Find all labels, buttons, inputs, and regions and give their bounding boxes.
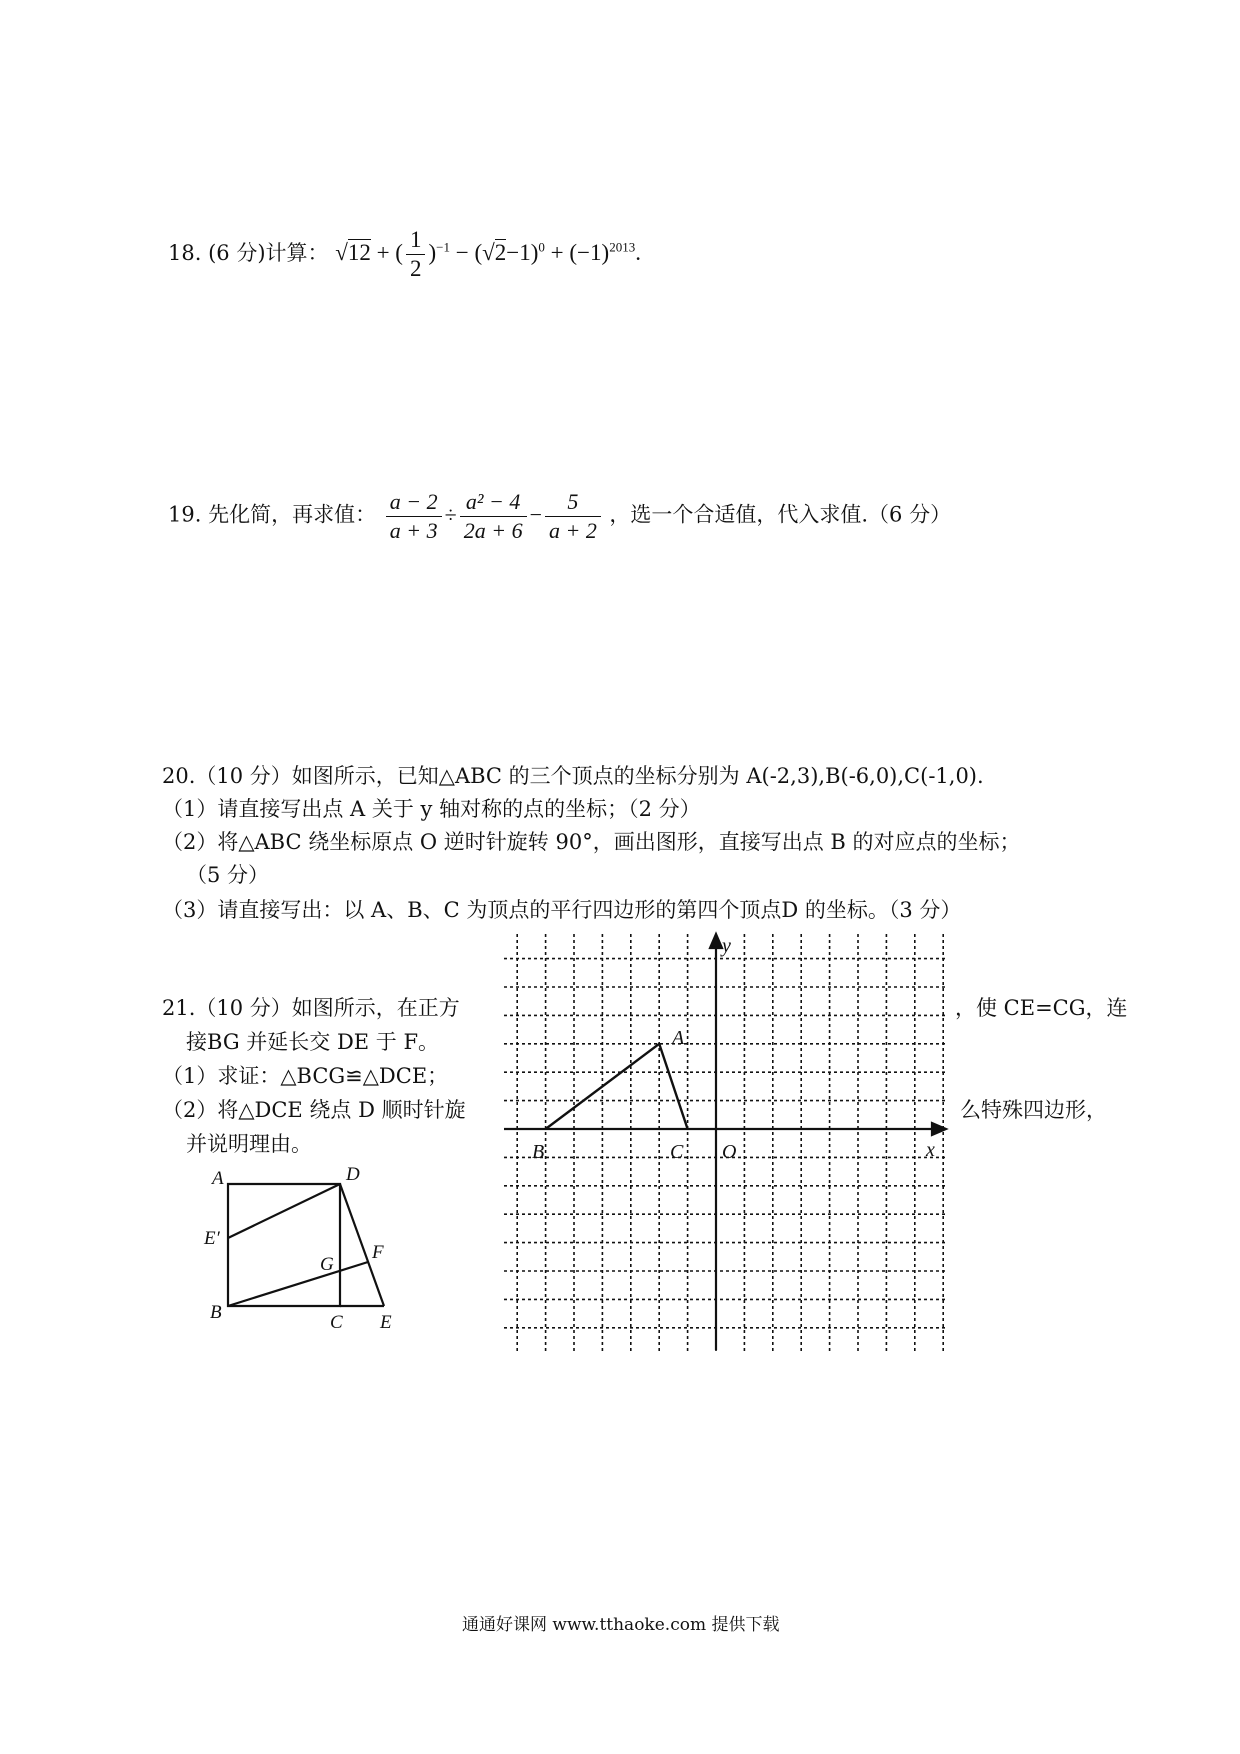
q18-frac-den: 2 xyxy=(409,256,422,281)
q19-expression: $\frac{a - 2}{a + 3}$ ÷ $\frac{\text{a² − 4}}{2a + 6}$ − $\frac{5}{a + 2}$ xyxy=(383,502,610,527)
q19-f3-den: a + 2 xyxy=(549,518,597,543)
label-e: E xyxy=(380,1312,392,1333)
coordinate-grid-figure xyxy=(494,926,954,1362)
q19-f1-den: a + 3 xyxy=(389,518,438,543)
square-figure xyxy=(200,1160,420,1340)
q18-frac-num: 1 xyxy=(406,226,426,255)
label-c: C xyxy=(330,1312,343,1333)
q18-paren: ( xyxy=(474,239,483,265)
q21-line5: 并说明理由。 xyxy=(186,1132,312,1156)
q18-sqrt2: 2 xyxy=(494,239,507,265)
q20-line5: （3）请直接写出：以 A、B、C 为顶点的平行四边形的第四个顶点D 的坐标。（3 分） xyxy=(162,898,962,922)
q20-line1: 20.（10 分）如图所示，已知△ABC 的三个顶点的坐标分别为 A(-2,3),B(-6,0),C(-1,0). xyxy=(162,764,984,788)
q19-f2-den: 2a + 6 xyxy=(463,518,523,543)
origin-label-o: O xyxy=(722,1141,737,1163)
q21-line4-right: 么特殊四边形， xyxy=(960,1098,1107,1122)
q19-tail: ，选一个合适值，代入求值.（6 分） xyxy=(609,502,952,527)
q18-fraction xyxy=(406,226,426,283)
q19-fraction-2 xyxy=(460,488,527,545)
q19-f1-num: a − 2 xyxy=(386,488,442,517)
q18-expression: √12 + ( $\frac{1}{2}$ )$^{-1} - (√2-1)^0 + (-1)^{2013}$. xyxy=(335,227,641,281)
q18-exp1: −1 xyxy=(436,239,450,255)
q20-line3: （2）将△ABC 绕坐标原点 O 逆时针旋转 90°，画出图形，直接写出点 B 的对应点的坐标； xyxy=(162,830,1021,854)
q19-fraction-1 xyxy=(386,488,442,545)
q18-score: (6 分)计算： xyxy=(208,240,329,265)
label-f: F xyxy=(372,1242,384,1263)
q18-exp0: 0 xyxy=(538,239,545,255)
q21-line4-left: （2）将△DCE 绕点 D 顺时针旋 xyxy=(162,1098,466,1122)
q19-number: 19. xyxy=(168,502,202,527)
q18-exp2013: 2013 xyxy=(609,239,636,255)
axis-label-x: x xyxy=(926,1139,935,1161)
sqrt-symbol: √ xyxy=(482,239,495,265)
q21-line1-left: 21.（10 分）如图所示，在正方 xyxy=(162,996,460,1020)
q18-number: 18. xyxy=(168,240,202,265)
footer-text: 通通好课网 www.tthaoke.com 提供下载 xyxy=(462,1615,780,1635)
axis-label-y: y xyxy=(722,935,731,957)
segment-e1d xyxy=(228,1184,340,1238)
q20-line4: （5 分） xyxy=(186,863,270,887)
q21-line3: （1）求证：△BCG≌△DCE； xyxy=(162,1064,449,1088)
q21-line1-right: ，使 CE=CG，连 xyxy=(955,996,1128,1020)
q18-sqrt12: 12 xyxy=(347,239,371,265)
label-d: D xyxy=(346,1164,360,1185)
label-g: G xyxy=(320,1254,334,1275)
question-19 xyxy=(168,488,951,545)
sqrt-symbol: √ xyxy=(335,239,348,265)
q21-line2: 接BG 并延长交 DE 于 F。 xyxy=(186,1030,440,1054)
q19-f2-num: a² − 4 xyxy=(460,488,527,517)
question-18 xyxy=(168,226,641,283)
point-label-a: A xyxy=(672,1027,685,1049)
q18-end: . xyxy=(635,239,641,265)
label-b: B xyxy=(210,1302,222,1323)
label-e-prime: E′ xyxy=(204,1228,220,1249)
q19-f3-num: 5 xyxy=(545,488,601,517)
q18-neg-one: (−1) xyxy=(569,239,610,265)
q19-fraction-3 xyxy=(545,488,601,545)
q18-minus1: −1) xyxy=(506,239,539,265)
label-a: A xyxy=(212,1168,224,1189)
point-label-c: C xyxy=(670,1141,684,1163)
segment-bf xyxy=(228,1262,368,1306)
point-label-b: B xyxy=(532,1141,545,1163)
q20-line2: （1）请直接写出点 A 关于 y 轴对称的点的坐标；（2 分） xyxy=(162,797,701,821)
q19-text: 先化简，再求值： xyxy=(208,502,377,527)
